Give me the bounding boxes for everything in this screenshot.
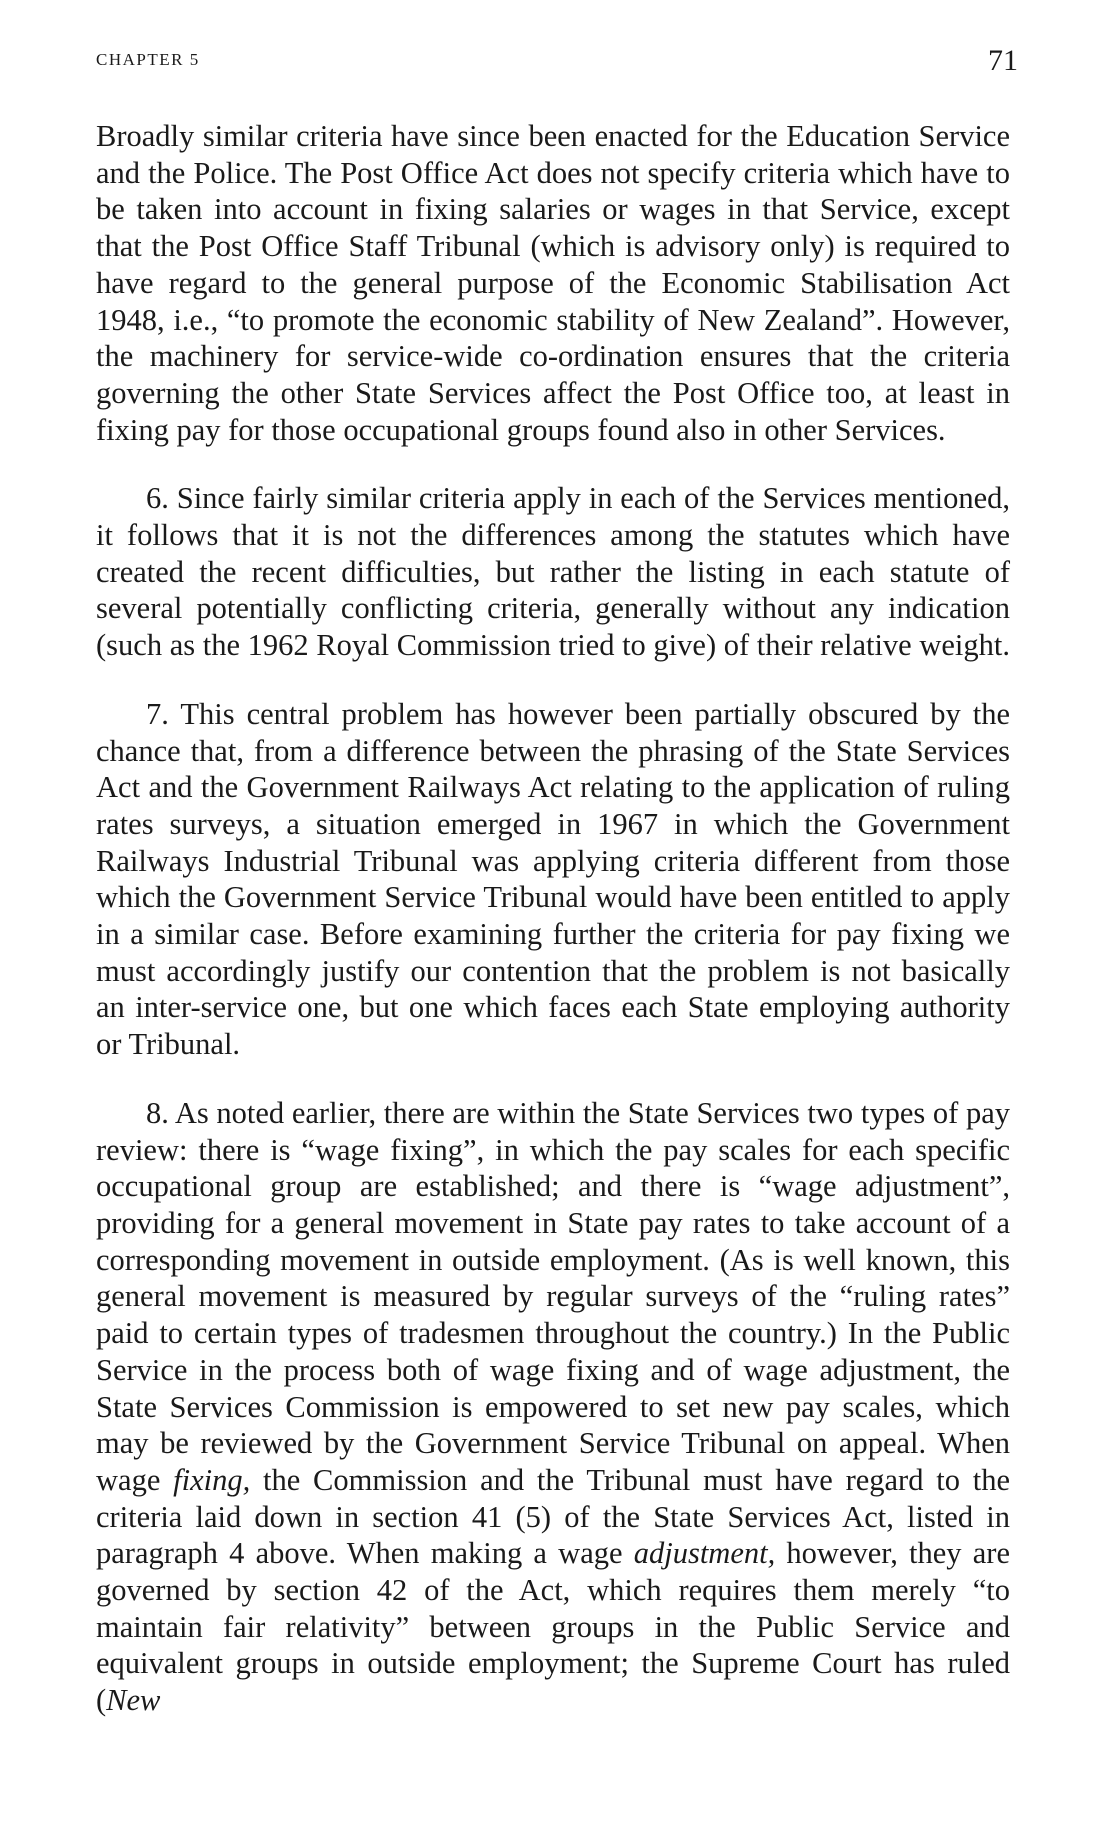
- paragraph: [96, 696, 1010, 1063]
- italic-text: New: [106, 1683, 161, 1718]
- italic-text: adjustment,: [633, 1536, 776, 1571]
- paragraph-text: the Commission and the Tribunal must have regard to the criteria laid down in section 41 (5) of the State Services Act, listed in paragraph 4 above. When making a wage: [96, 1462, 1010, 1571]
- page-number: 71: [988, 44, 1018, 77]
- paragraph: [96, 480, 1010, 664]
- paragraph-text: Broadly similar criteria have since been enacted for the Education Service and the Police. The Post Office Act does not specify criteria which have to be taken into account in fixing salaries or wages in that Service, except that the Post Office Staff Tribunal (which is advisory only) is required to have regard to the general purpose of the Economic Stabilisation Act 1948, i.e., “to promote the economic stability of New Zealand”. However, the machinery for service-wide co-ordination ensures that the criteria governing the other State Services affect the Post Office too, at least in fixing pay for those occupational groups found also in other Services.: [96, 119, 1010, 447]
- paragraph: [96, 1095, 1010, 1719]
- paragraph-text: Since fairly similar criteria apply in each of the Services mentioned, it follows that it is not the differences among the statutes which have created the recent difficulties, but rather the listing in each statute of several potentially conflicting criteria, generally without any indication (such as the 1962 Royal Commission tried to give) of their relative weight.: [96, 481, 1011, 663]
- paragraph-number: 6.: [146, 481, 169, 516]
- chapter-label: CHAPTER 5: [96, 50, 200, 69]
- italic-text: fixing,: [173, 1462, 251, 1497]
- body-text: [96, 118, 1010, 1751]
- paragraph-number: 8.: [146, 1095, 169, 1130]
- paragraph-number: 7.: [146, 696, 169, 731]
- paragraph: [96, 118, 1010, 448]
- running-head: [96, 44, 1018, 84]
- paragraph-text: As noted earlier, there are within the State Services two types of pay review: there is “wage fixing”, in which the pay scales for each specific occupational group are established; and there is “wage adjustment”, providing for a general movement in State pay rates to take account of a corresponding movement in outside employment. (As is well known, this general movement is measured by regular surveys of the “ruling rates” paid to certain types of tradesmen throughout the country.) In the Public Service in the process both of wage fixing and of wage adjustment, the State Services Commission is empowered to set new pay scales, which may be reviewed by the Government Service Tribunal on appeal. When wage: [96, 1095, 1010, 1497]
- paragraph-text: This central problem has however been partially obscured by the chance that, from a difference between the phrasing of the State Services Act and the Government Railways Act relating to the application of ruling rates surveys, a situation emerged in 1967 in which the Government Railways Industrial Tribunal was applying criteria different from those which the Government Service Tribunal would have been entitled to apply in a similar case. Before examining further the criteria for pay fixing we must accordingly justify our contention that the problem is not basically an inter-service one, but one which faces each State employing authority or Tribunal.: [96, 696, 1011, 1062]
- paragraph-text: however, they are governed by section 42 of the Act, which requires them merely “to maintain fair relativity” between groups in the Public Service and equivalent groups in outside employment; the Supreme Court has ruled (: [96, 1536, 1010, 1718]
